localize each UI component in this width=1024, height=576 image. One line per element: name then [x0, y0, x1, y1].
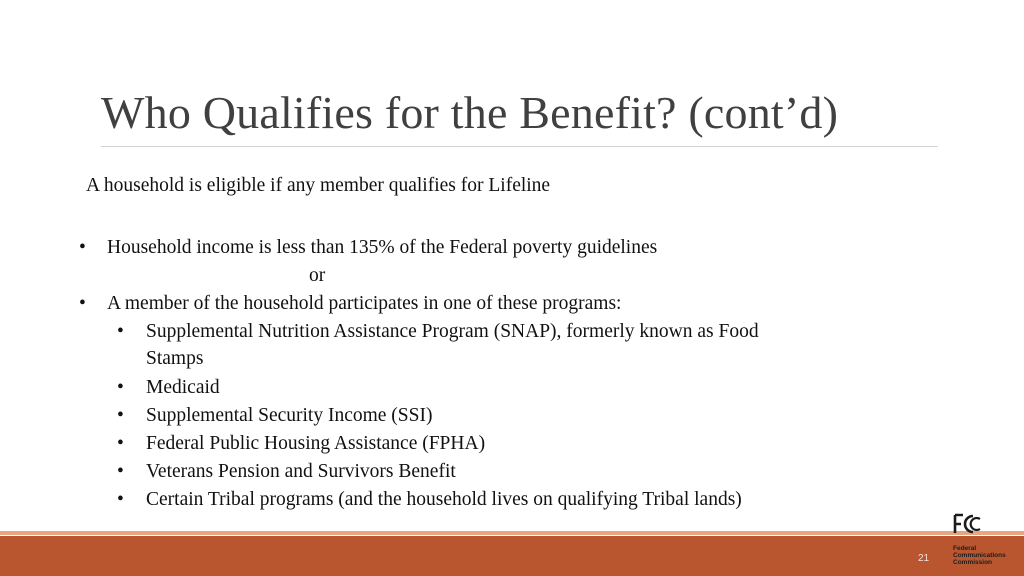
fcc-logo-icon	[953, 513, 983, 535]
bullet-marker: •	[79, 237, 86, 258]
or-separator: or	[309, 265, 326, 286]
bullet-programs: A member of the household participates in one of these programs:	[107, 293, 622, 314]
bullet-marker: •	[117, 433, 124, 454]
logo-line: Federal	[953, 545, 977, 552]
footer-accent-line	[0, 531, 1024, 535]
bullet-marker: •	[117, 405, 124, 426]
program-item-fpha: Federal Public Housing Assistance (FPHA)	[146, 433, 486, 454]
footer-bar	[0, 536, 1024, 576]
logo-line: Communications	[953, 552, 1006, 559]
logo-line: Commission	[953, 559, 993, 566]
program-item-snap-continued: Stamps	[146, 348, 204, 369]
intro-text: A household is eligible if any member qualifies for Lifeline	[86, 175, 551, 196]
bullet-marker: •	[117, 321, 124, 342]
program-item-tribal: Certain Tribal programs (and the household lives on qualifying Tribal lands)	[146, 489, 742, 510]
program-item-ssi: Supplemental Security Income (SSI)	[146, 405, 433, 426]
fcc-logo-text	[953, 545, 1006, 566]
page-number: 21	[918, 553, 930, 564]
bullet-marker: •	[79, 293, 86, 314]
bullet-marker: •	[117, 377, 124, 398]
program-item-veterans: Veterans Pension and Survivors Benefit	[146, 461, 456, 482]
bullet-income: Household income is less than 135% of the Federal poverty guidelines	[107, 237, 658, 258]
program-item-snap: Supplemental Nutrition Assistance Program (SNAP), formerly known as Food	[146, 321, 759, 342]
title-divider	[101, 146, 938, 147]
slide-title: Who Qualifies for the Benefit? (cont’d)	[101, 87, 839, 138]
program-item-medicaid: Medicaid	[146, 377, 220, 398]
bullet-marker: •	[117, 489, 124, 510]
bullet-marker: •	[117, 461, 124, 482]
